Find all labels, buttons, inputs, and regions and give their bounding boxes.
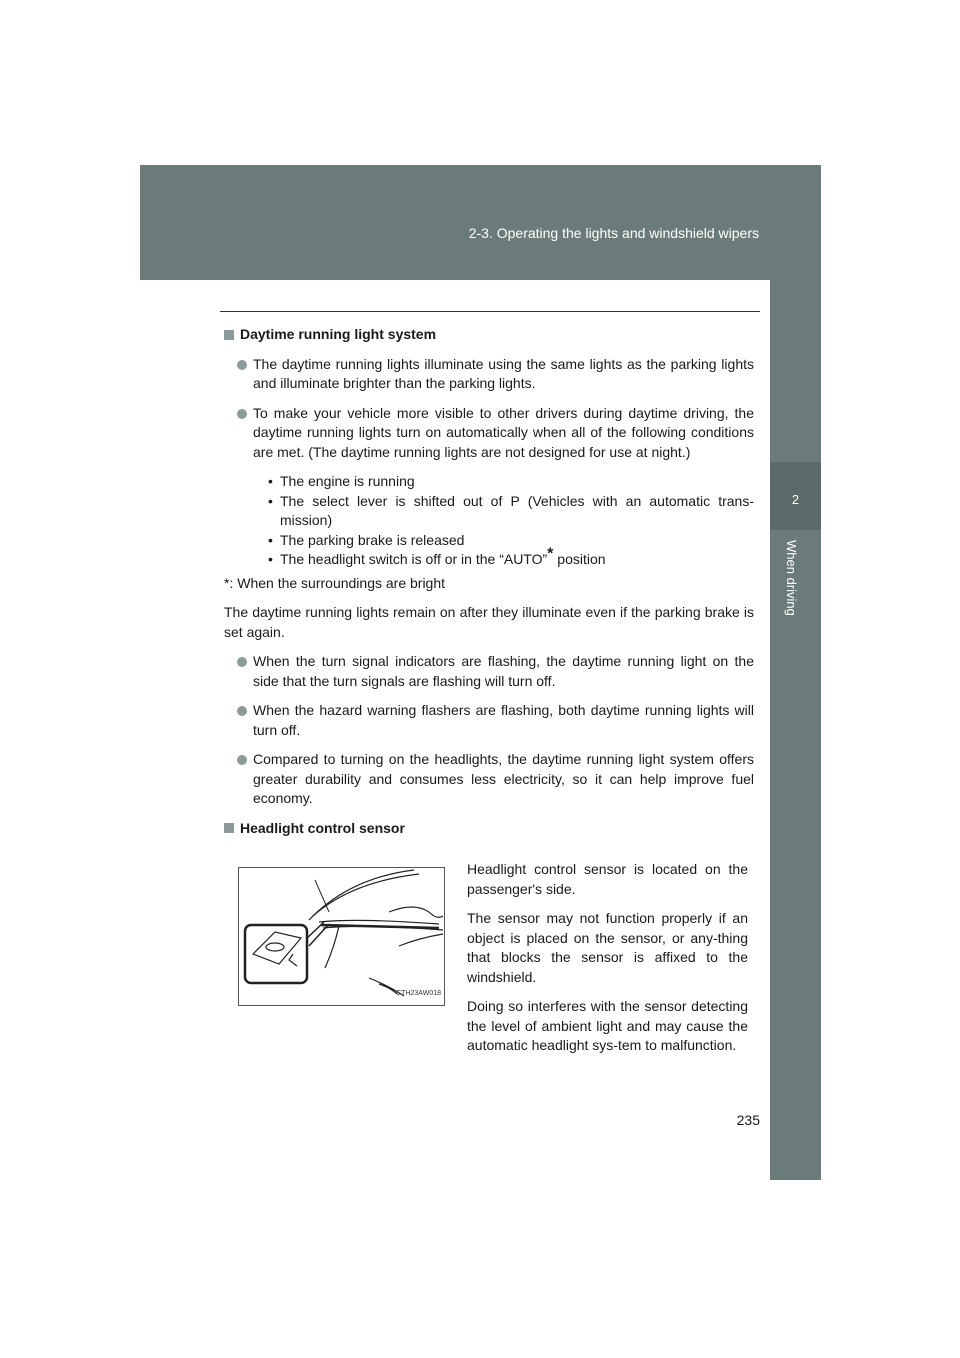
condition-item bbox=[266, 531, 754, 551]
list-item-text: When the turn signal indicators are flashing, the daytime running light on the side that the turn signals are flashing will turn off. bbox=[253, 653, 754, 689]
list-item-text: When the hazard warning flashers are flashing, both daytime running lights will turn off. bbox=[253, 702, 754, 738]
figure-code: CTH23AW018 bbox=[396, 989, 441, 997]
square-bullet-icon bbox=[224, 823, 234, 833]
condition-text: The headlight switch is off or in the “AUTO” bbox=[280, 551, 548, 567]
sensor-description bbox=[467, 860, 748, 1066]
drl-heading-text: Daytime running light system bbox=[240, 326, 437, 342]
conditions-list bbox=[224, 472, 754, 570]
paragraph: Headlight control sensor is located on the passenger's side. bbox=[467, 861, 748, 897]
list-item bbox=[224, 701, 754, 740]
round-bullet-icon bbox=[237, 706, 247, 716]
condition-text: The parking brake is released bbox=[280, 531, 465, 548]
square-bullet-icon bbox=[224, 330, 234, 340]
condition-text: The select lever is shifted out of P (Vehicles with an automatic trans-mission) bbox=[280, 492, 754, 528]
header-rule bbox=[220, 311, 760, 312]
list-item bbox=[224, 404, 754, 463]
condition-item bbox=[266, 492, 754, 531]
section-title: 2-3. Operating the lights and windshield wipers bbox=[468, 225, 759, 241]
list-item bbox=[224, 652, 754, 691]
chapter-number: 2 bbox=[791, 492, 800, 507]
condition-text-tail: position bbox=[553, 551, 606, 567]
round-bullet-icon bbox=[237, 360, 247, 370]
sensor-figure-row bbox=[224, 848, 754, 1088]
sensor-heading-text: Headlight control sensor bbox=[240, 819, 405, 836]
sensor-heading bbox=[224, 819, 754, 839]
chapter-number-tab bbox=[770, 462, 821, 530]
condition-text: The engine is running bbox=[280, 473, 415, 489]
paragraph: The sensor may not function properly if an object is placed on the sensor, or any-thing that blocks the sensor is affixed to the windshield. bbox=[467, 910, 748, 985]
condition-item bbox=[266, 545, 754, 570]
paragraph: The daytime running lights remain on after they illuminate even if the parking brake is set again. bbox=[224, 604, 754, 640]
list-item bbox=[224, 355, 754, 394]
list-item bbox=[224, 750, 754, 809]
small-bullet-icon: • bbox=[268, 551, 273, 567]
page-content bbox=[224, 325, 754, 1088]
list-item-text: Compared to turning on the headlights, the daytime running light system offers greater durability and consumes less electricity, so it can help improve fuel economy. bbox=[253, 751, 754, 806]
list-item-text: The daytime running lights illuminate using the same lights as the parking lights and illuminate brighter than the parking lights. bbox=[253, 355, 754, 391]
round-bullet-icon bbox=[237, 657, 247, 667]
round-bullet-icon bbox=[237, 409, 247, 419]
round-bullet-icon bbox=[237, 755, 247, 765]
page-number: 235 bbox=[736, 1112, 760, 1128]
small-bullet-icon: • bbox=[268, 473, 273, 489]
paragraph: Doing so interferes with the sensor detecting the level of ambient light and may cause the automatic headlight sys-tem to malfunction. bbox=[467, 998, 748, 1053]
small-bullet-icon: • bbox=[268, 531, 273, 548]
chapter-label: When driving bbox=[784, 540, 799, 616]
condition-item bbox=[266, 472, 754, 492]
list-item-text: To make your vehicle more visible to other drivers during daytime driving, the daytime running lights turn on automatically when all of the following conditions are met. (The daytime running lights are not designed for use at night.) bbox=[253, 404, 754, 460]
side-tab bbox=[770, 280, 821, 1180]
sensor-illustration bbox=[238, 867, 445, 1006]
small-bullet-icon: • bbox=[268, 492, 273, 509]
drl-heading bbox=[224, 325, 754, 345]
footnote: *: When the surroundings are bright bbox=[224, 574, 446, 591]
header-band bbox=[140, 165, 821, 280]
footnote-mark: * bbox=[547, 545, 554, 563]
